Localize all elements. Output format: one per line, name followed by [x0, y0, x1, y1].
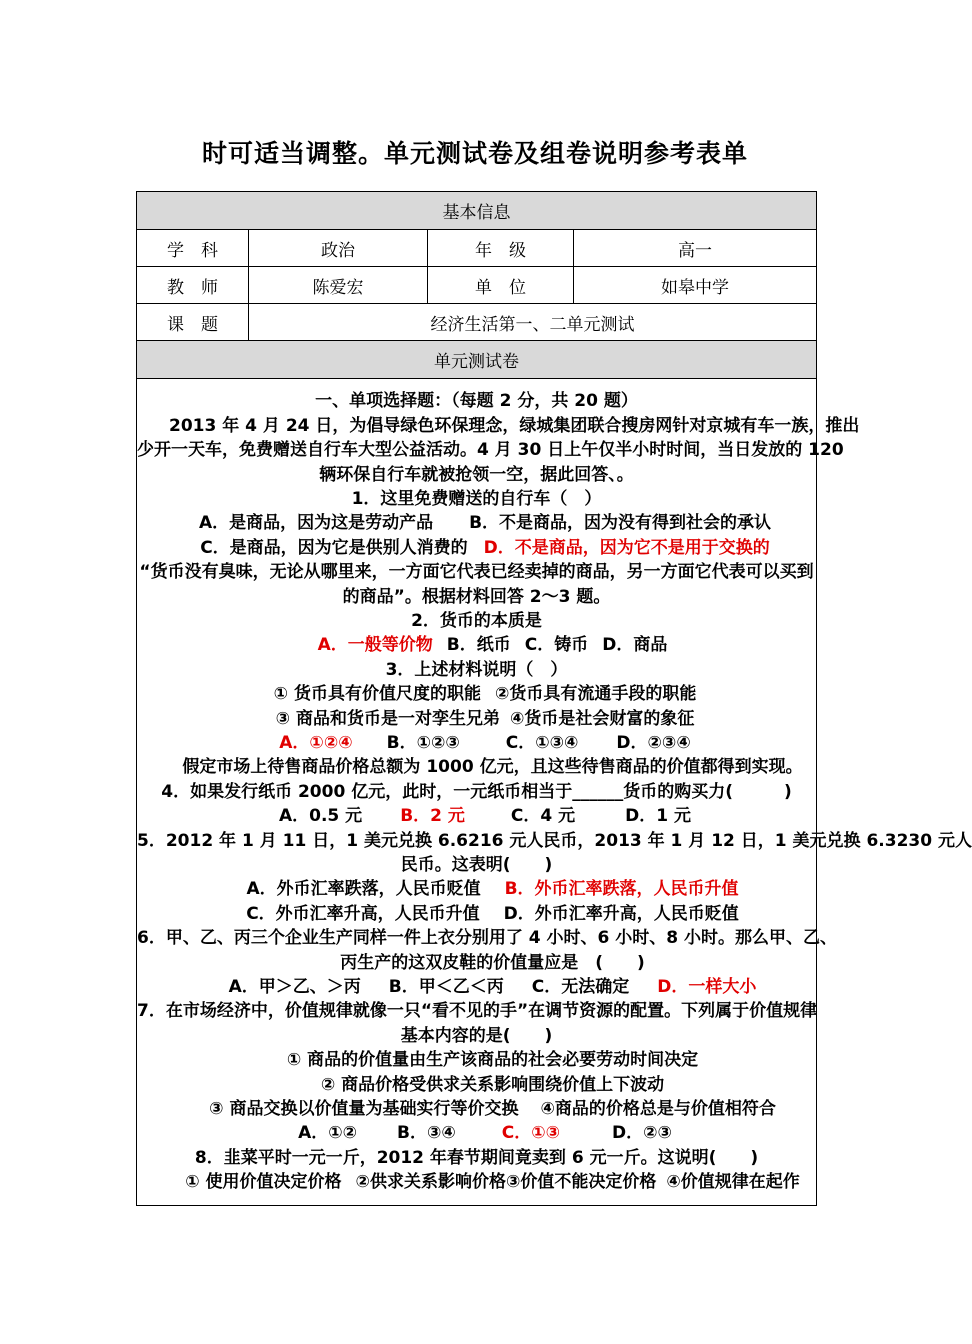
question-5-line-2: 民币。这表明( ) [400, 855, 553, 876]
subject-label: 学 科 [137, 230, 249, 267]
material-1-line-2: 少开一天车，免费赠送自行车大型公益活动。4 月 30 日上午仅半小时时间，当日发放的 120 [137, 440, 844, 461]
question-5-options-ab [137, 877, 816, 901]
q3-statement-1: ① 货币具有价值尺度的职能 [273, 684, 481, 705]
q7-option-c-answer: C．①③ [501, 1123, 561, 1144]
question-7-line-1: 7．在市场经济中，价值规律就像一只“看不见的手”在调节资源的配置。下列属于价值规律 [137, 1001, 818, 1022]
q2-option-c: C．铸币 [524, 635, 589, 656]
q8-statement-3: ③价值不能决定价格 [505, 1172, 657, 1193]
question-5-options-cd [137, 902, 816, 926]
q2-option-d: D．商品 [602, 635, 668, 656]
q2-option-a-answer: A．一般等价物 [317, 635, 433, 656]
q5-option-b-answer: B．外币汇率跌落，人民币升值 [504, 879, 739, 900]
q3-statement-4: ④货币是社会财富的象征 [509, 708, 695, 729]
q1-option-b: B．不是商品，因为没有得到社会的承认 [469, 513, 772, 534]
q4-option-b-answer: B．2 元 [400, 806, 465, 827]
unit-value: 如皋中学 [574, 267, 817, 304]
q5-option-c: C．外币汇率升高，人民币升值 [246, 903, 480, 924]
question-3: 3．上述材料说明（ ） [385, 659, 568, 680]
section-heading: 一、单项选择题：（每题 2 分，共 20 题） [315, 391, 638, 412]
teacher-label: 教 师 [137, 267, 249, 304]
q6-option-c: C．无法确定 [531, 977, 630, 998]
question-5-line-1: 5．2012 年 1 月 11 日，1 美元兑换 6.6216 元人民币，2013 年 1 月 12 日，1 美元兑换 6.3230 元人 [137, 830, 972, 851]
teacher-value: 陈爱宏 [249, 267, 428, 304]
question-1: 1．这里免费赠送的自行车（ ） [351, 488, 602, 509]
q7-option-d: D．②③ [612, 1123, 672, 1144]
unit-label: 单 位 [428, 267, 574, 304]
q8-statement-1: ① 使用价值决定价格 [185, 1172, 342, 1193]
q7-option-b: B．③④ [397, 1123, 456, 1144]
question-2: 2．货币的本质是 [411, 610, 542, 631]
q7-option-a: A．①② [298, 1123, 358, 1144]
material-1-line-3: 辆环保自行车就被抢领一空，据此回答、。 [319, 464, 634, 485]
question-3-statements-12 [137, 682, 816, 706]
question-3-options [137, 731, 816, 755]
material-2-line-1: “货币没有臭味，无论从哪里来，一方面它代表已经卖掉的商品，另一方面它代表可以买到 [139, 562, 814, 583]
q3-option-b: B．①②③ [386, 732, 460, 753]
q3-option-a-answer: A．①②④ [279, 732, 353, 753]
q4-option-d: D．1 元 [625, 806, 691, 827]
q6-option-b: B．甲＜乙＜丙 [388, 977, 504, 998]
q6-option-a: A．甲＞乙、＞丙 [228, 977, 361, 998]
question-4: 4．如果发行纸币 2000 亿元，此时，一元纸币相当于______货币的购买力( ) [161, 781, 792, 802]
topic-value: 经济生活第一、二单元测试 [249, 304, 817, 341]
basic-info-header: 基本信息 [137, 192, 817, 230]
q3-statement-3: ③ 商品和货币是一对孪生兄弟 [275, 708, 500, 729]
q7-statement-4: ④商品的价格总是与价值相符合 [540, 1099, 776, 1120]
form-table [136, 191, 972, 1206]
q7-statement-3: ③ 商品交换以价值量为基础实行等价交换 [209, 1099, 519, 1120]
page-title: 时可适当调整。单元测试卷及组卷说明参考表单 [201, 139, 748, 168]
q6-option-d-answer: D．一样大小 [657, 977, 757, 998]
q3-option-d: D．②③④ [616, 732, 691, 753]
question-4-options [137, 804, 816, 828]
grade-label: 年 级 [428, 230, 574, 267]
test-content [137, 379, 972, 1206]
q8-statement-4: ④价值规律在起作 [666, 1172, 800, 1193]
question-1-options-cd [137, 536, 816, 560]
q5-option-d: D．外币汇率升高，人民币贬值 [503, 903, 739, 924]
question-6-line-1: 6．甲、乙、丙三个企业生产同样一件上衣分别用了 4 小时、6 小时、8 小时。那么甲、乙、 [137, 928, 837, 949]
question-7-statements-34 [137, 1097, 816, 1121]
q1-option-a: A．是商品，因为这是劳动产品 [198, 513, 434, 534]
grade-value: 高一 [574, 230, 817, 267]
q7-statement-1: ① 商品的价值量由生产该商品的社会必要劳动时间决定 [286, 1050, 699, 1071]
material-3: 假定市场上待售商品价格总额为 1000 亿元，且这些待售商品的价值都得到实现。 [182, 757, 803, 778]
question-7-options [137, 1121, 816, 1145]
question-6-line-2: 丙生产的这双皮鞋的价值量应是 ( ) [340, 952, 645, 973]
topic-label: 课 题 [137, 304, 249, 341]
q5-option-a: A．外币汇率跌落，人民币贬值 [246, 879, 481, 900]
material-1-line-1: 2013 年 4 月 24 日，为倡导绿色环保理念，绿城集团联合搜房网针对京城有车一族，推出 [169, 415, 860, 436]
question-6-options [137, 975, 816, 999]
question-8-statements [137, 1170, 816, 1194]
q3-statement-2: ②货币具有流通手段的职能 [494, 684, 697, 705]
q8-statement-2: ②供求关系影响价格 [355, 1172, 506, 1193]
question-8: 8．韭菜平时一元一斤，2012 年春节期间竟卖到 6 元一斤。这说明( ) [194, 1147, 759, 1168]
test-header: 单元测试卷 [137, 341, 817, 379]
question-3-statements-34 [137, 707, 816, 731]
question-1-options-ab [137, 511, 816, 535]
subject-value: 政治 [249, 230, 428, 267]
q3-option-c: C．①③④ [505, 732, 579, 753]
q2-option-b: B．纸币 [446, 635, 511, 656]
question-2-options [137, 633, 816, 657]
q4-option-c: C．4 元 [510, 806, 576, 827]
material-2-line-2: 的商品”。根据材料回答 2～3 题。 [342, 586, 611, 607]
q1-option-c: C．是商品，因为它是供别人消费的 [200, 537, 468, 558]
question-7-line-2: 基本内容的是( ) [400, 1025, 553, 1046]
q1-option-d-answer: D．不是商品，因为它不是用于交换的 [483, 537, 770, 558]
q4-option-a: A．0.5 元 [278, 806, 363, 827]
q7-statement-2: ② 商品价格受供求关系影响围绕价值上下波动 [320, 1074, 665, 1095]
